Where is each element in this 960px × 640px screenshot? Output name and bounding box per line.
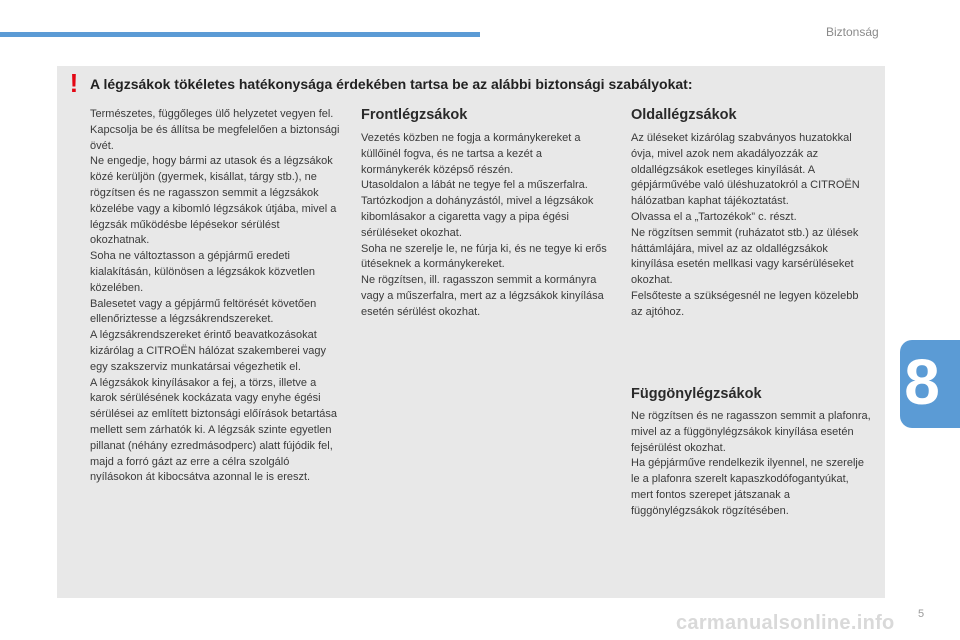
chapter-number: 8 <box>904 346 940 418</box>
general-rules-column <box>90 107 340 486</box>
paragraph: Utasoldalon a lábát ne tegye fel a műszerfalra. <box>361 179 588 192</box>
paragraph: Ha gépjárműve rendelkezik ilyennel, ne szerelje le a plafonra szerelt kapaszkodófogantyúkat, mert fontos szerepet játszanak a függönylégzsákok rögzítésében. <box>631 457 864 517</box>
paragraph: Soha ne változtasson a gépjármű eredeti kialakításán, különösen a légzsákok közvetlen közelében. <box>90 250 316 294</box>
paragraph: Ne rögzítsen semmit (ruházatot stb.) az ülések háttámlájára, mivel az az oldallégzsákok kinyílása esetén mellkasi vagy karsérüléseket okozhat. <box>631 226 859 287</box>
front-airbags-text <box>361 131 609 321</box>
side-airbags-heading: Oldallégzsákok <box>631 107 737 123</box>
warning-exclamation-icon: ! <box>69 68 79 98</box>
section-title: Biztonság <box>826 25 879 39</box>
paragraph: Felsőteste a szükségesnél ne legyen közelebb az ajtóhoz. <box>631 289 859 318</box>
paragraph: Soha ne szerelje le, ne fúrja ki, és ne tegye ki erős ütéseknek a kormánykereket. <box>361 242 607 271</box>
watermark: carmanualsonline.info <box>676 612 895 634</box>
front-airbags-heading: Frontlégzsákok <box>361 107 468 123</box>
paragraph: Ne rögzítsen, ill. ragasszon semmit a kormányra vagy a műszerfalra, mert az a légzsákok kinyílása esetén sérülést okozhat. <box>361 274 604 318</box>
paragraph: Ne engedje, hogy bármi az utasok és a légzsákok közé kerüljön (gyermek, kisállat, tárgy stb.), ne rögzítsen és ne ragasszon semmit a légzsákok közelébe vagy a kibomló légzsákok útjába, mivel a légzsák működésbe lépésekor sérülést okozhatnak. <box>90 155 337 247</box>
paragraph: Természetes, függőleges ülő helyzetet vegyen fel. <box>90 108 334 120</box>
curtain-airbags-heading: Függönylégzsákok <box>631 386 762 402</box>
header-accent-bar <box>0 32 480 37</box>
paragraph: Balesetet vagy a gépjármű feltörését követően ellenőriztesse a légzsákrendszereket. <box>90 297 317 326</box>
paragraph: Vezetés közben ne fogja a kormánykereket a küllőinél fogva, és ne tartsa a kezét a kormánykerék középső részén. <box>361 132 581 176</box>
page-number: 5 <box>918 608 925 620</box>
curtain-airbags-text <box>631 409 871 520</box>
paragraph: Ne rögzítsen és ne ragasszon semmit a plafonra, mivel az a függönylégzsákok kinyílása esetén fejsérülést okozhat. <box>631 410 871 454</box>
paragraph: Tartózkodjon a dohányzástól, mivel a légzsákok kibomlásakor a cigaretta vagy a pipa égési sérüléseket okozhat. <box>361 195 594 239</box>
paragraph: Olvassa el a „Tartozékok” c. részt. <box>631 210 797 223</box>
paragraph: Kapcsolja be és állítsa be megfelelően a biztonsági övét. <box>90 123 340 152</box>
paragraph: Az üléseket kizárólag szabványos huzatokkal óvja, mivel azok nem akadályozzák az oldallégzsákok esetleges kinyílását. A gépjárművébe való üléshuzatokról a CITROËN hálózatban kaphat tájékoztatást. <box>631 132 860 208</box>
paragraph: A légzsákrendszereket érintő beavatkozásokat kizárólag a CITROËN hálózat szakemberei vagy egy szakszerviz munkatársai végezhetik el. <box>90 329 326 373</box>
paragraph: A légzsákok kinyílásakor a fej, a törzs, illetve a karok sérülésének kockázata vagy enyhe égési sérülései az említett biztonsági előírások betartása mellett sem zárhatók ki. A légzsák szinte egyetlen pillanat (néhány ezredmásodperc) alatt fújódik fel, majd a forró gázt az erre a célra szolgáló nyílásokon át kibocsátva azonnal le is ereszt. <box>90 376 338 484</box>
panel-title: A légzsákok tökéletes hatékonysága érdekében tartsa be az alábbi biztonsági szabályokat: <box>90 76 693 92</box>
side-airbags-text <box>631 131 871 321</box>
